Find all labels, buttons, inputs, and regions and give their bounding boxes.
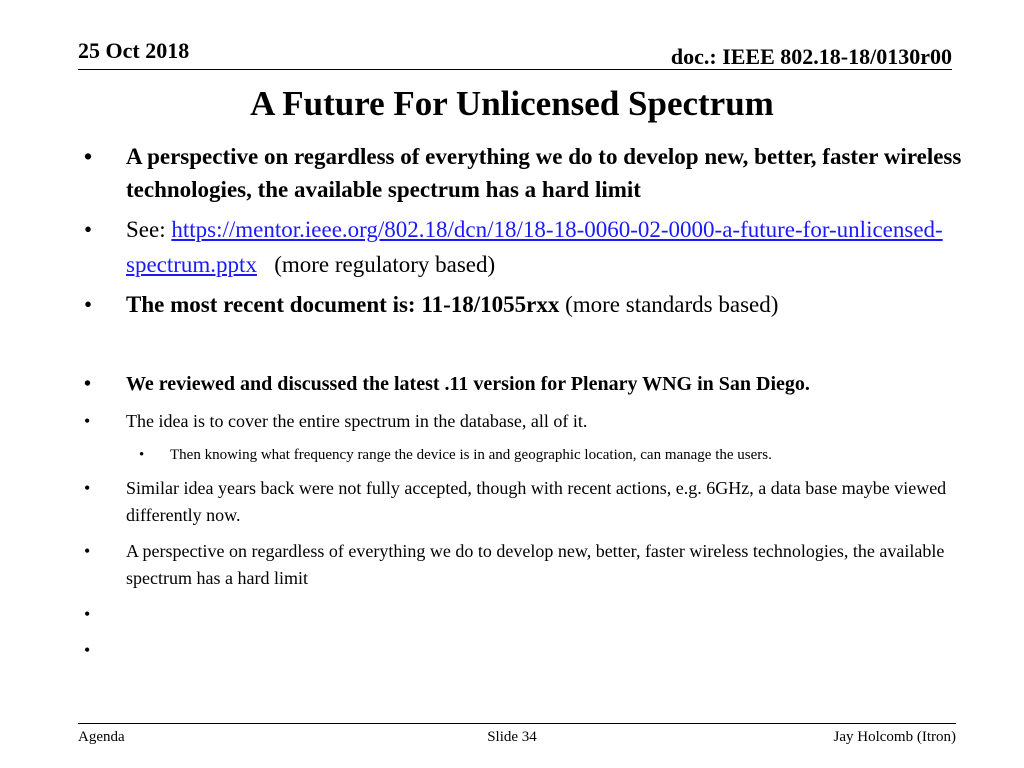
bullet-empty	[84, 601, 994, 628]
bullet-text: A perspective on regardless of everything we do to develop new, better, faster wireless technologies, the available spectrum has a hard limit	[126, 541, 945, 588]
bullet-bold-text: The most recent document is: 11-18/1055rxx	[126, 292, 560, 317]
bullet-suffix: (more regulatory based)	[256, 252, 496, 277]
sub-bullet-text: Then knowing what frequency range the device is in and geographic location, can manage the users.	[170, 447, 772, 463]
bullet-text: Similar idea years back were not fully accepted, though with recent actions, e.g. 6GHz, a data base maybe viewed differently now.	[126, 478, 947, 525]
header-doc-number: doc.: IEEE 802.18-18/0130r00	[670, 44, 952, 69]
bullet-marker: •	[84, 292, 93, 317]
bullet-text: A perspective on regardless of everything we do to develop new, better, faster wireless technologies, the available spectrum has a hard limit	[126, 144, 962, 202]
footer-left: Agenda	[78, 729, 125, 745]
footer-slide-number: Slide 34	[487, 729, 537, 745]
bullet-see-link	[84, 212, 994, 282]
header-date: 25 Oct 2018	[78, 38, 190, 63]
document-link[interactable]: https://mentor.ieee.org/802.18/dcn/18/18-18-0060-02-0000-a-future-for-unlicensed-spectrum.pptx	[126, 217, 943, 277]
bullet-marker: •	[84, 144, 93, 169]
bullet-text: The idea is to cover the entire spectrum in the database, all of it.	[126, 411, 588, 431]
bullet-perspective-bold	[84, 140, 994, 206]
sub-bullet-frequency	[84, 444, 994, 466]
bullet-idea	[84, 408, 994, 435]
bullet-marker: •	[84, 478, 91, 498]
bullet-similar-idea	[84, 475, 994, 529]
bullet-text: We reviewed and discussed the latest .11 version for Plenary WNG in San Diego.	[126, 373, 810, 395]
slide-title: A Future For Unlicensed Spectrum	[250, 84, 774, 123]
footer-divider	[78, 723, 956, 724]
bullet-empty	[84, 637, 994, 664]
bullet-prefix: See:	[126, 217, 172, 242]
bullet-suffix: (more standards based)	[559, 292, 779, 317]
slide-body	[84, 140, 994, 664]
header-divider	[78, 69, 952, 70]
bullet-marker: •	[84, 640, 91, 660]
bullet-perspective	[84, 538, 994, 592]
bullet-marker: •	[84, 604, 91, 624]
bullet-reviewed	[84, 369, 994, 399]
bullet-marker: •	[84, 217, 93, 242]
bullet-marker: •	[84, 373, 92, 395]
sub-bullet-marker: •	[139, 447, 145, 463]
bullet-marker: •	[84, 541, 91, 561]
bullet-marker: •	[84, 411, 91, 431]
footer-author: Jay Holcomb (Itron)	[833, 729, 956, 745]
bullet-recent-document	[84, 288, 994, 321]
